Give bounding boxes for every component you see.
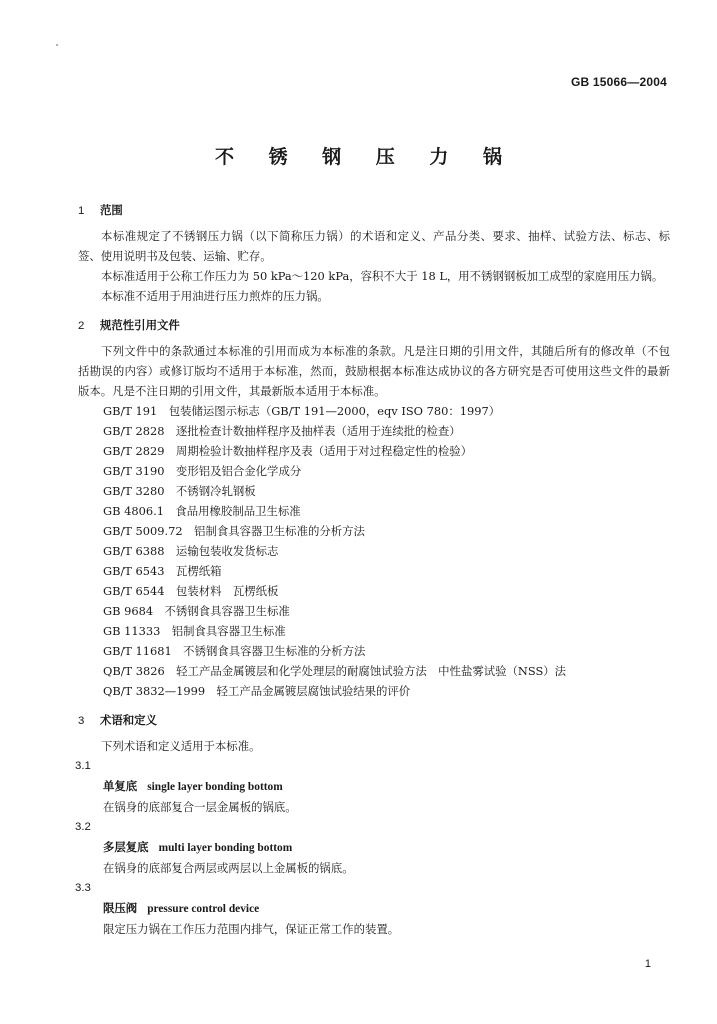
reference-item: QB/T 3826 轻工产品金属镀层和化学处理层的耐腐蚀试验方法 中性盐雾试验（NSS）法 — [103, 664, 567, 678]
reference-item: GB 9684 不锈钢食具容器卫生标准 — [103, 604, 290, 618]
page-number: 1 — [644, 958, 651, 970]
reference-item: GB/T 3190 变形铝及铝合金化学成分 — [103, 464, 302, 478]
reference-item: QB/T 3832—1999 轻工产品金属镀层腐蚀试验结果的评价 — [103, 684, 411, 698]
reference-item: GB/T 11681 不锈钢食具容器卫生标准的分析方法 — [103, 644, 366, 658]
reference-item: GB/T 6543 瓦楞纸箱 — [103, 564, 222, 578]
section-heading-3: 3 术语和定义 — [78, 713, 157, 727]
term-definition: 限定压力锅在工作压力范围内排气，保证正常工作的装置。 — [103, 922, 400, 936]
term-definition: 在锅身的底部复合两层或两层以上金属板的锅底。 — [103, 861, 354, 875]
reference-item: GB/T 3280 不锈钢冷轧钢板 — [103, 484, 256, 498]
paragraph: 下列文件中的条款通过本标准的引用而成为本标准的条款。凡是注日期的引用文件，其随后所有的修改单（不包括勘误的内容）或修订版均不适用于本标准，然而，鼓励根据本标准达成协议的各方研究是否可使用这些文件的最新版本。凡是不注日期的引用文件，其最新版本适用于本标准。 — [78, 344, 670, 398]
paragraph: 本标准适用于公称工作压力为 50 kPa～120 kPa，容积不大于 18 L，用不锈钢钢板加工成型的家庭用压力锅。 — [101, 269, 664, 283]
term-number: 3.2 — [75, 821, 91, 833]
document-title: 不 锈 钢 压 力 锅 — [214, 146, 517, 168]
reference-item: GB 4806.1 食品用橡胶制品卫生标准 — [103, 504, 301, 518]
term-number: 3.3 — [75, 882, 91, 894]
paragraph: 下列术语和定义适用于本标准。 — [101, 739, 261, 753]
section-heading-2: 2 规范性引用文件 — [78, 318, 180, 332]
document-body — [75, 200, 670, 939]
reference-item: GB/T 6388 运输包装收发货标志 — [103, 544, 279, 558]
reference-item: GB/T 6544 包装材料 瓦楞纸板 — [103, 584, 279, 598]
term-heading: 多层复底 multi layer bonding bottom — [103, 840, 293, 854]
reference-item: GB/T 191 包装储运图示标志（GB/T 191—2000，eqv ISO 780：1997） — [103, 404, 501, 418]
reference-item: GB/T 2829 周期检验计数抽样程序及表（适用于对过程稳定性的检验） — [103, 444, 473, 458]
term-definition: 在锅身的底部复合一层金属板的锅底。 — [103, 800, 297, 814]
reference-item: GB/T 2828 逐批检查计数抽样程序及抽样表（适用于连续批的检查） — [103, 424, 461, 438]
term-heading: 限压阀 pressure control device — [103, 901, 260, 915]
paragraph: 本标准规定了不锈钢压力锅（以下简称压力锅）的术语和定义、产品分类、要求、抽样、试验方法、标志、标签、使用说明书及包装、运输、贮存。 — [78, 229, 670, 263]
section-heading-1: 1 范围 — [78, 203, 123, 217]
term-heading: 单复底 single layer bonding bottom — [103, 779, 283, 793]
standard-code: GB 15066—2004 — [571, 75, 667, 89]
scan-speck — [56, 44, 58, 46]
reference-item: GB 11333 铝制食具容器卫生标准 — [103, 624, 286, 638]
paragraph: 本标准不适用于用油进行压力煎炸的压力锅。 — [101, 289, 329, 303]
term-number: 3.1 — [75, 760, 91, 772]
reference-item: GB/T 5009.72 铝制食具容器卫生标准的分析方法 — [103, 524, 365, 538]
